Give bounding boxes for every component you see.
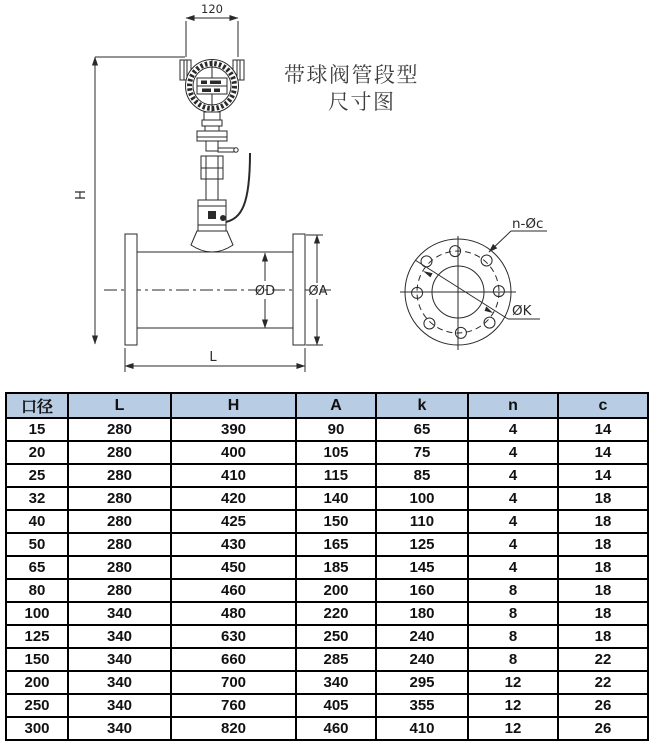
- table-cell: 18: [558, 579, 648, 602]
- dimension-120: [186, 18, 238, 57]
- table-cell: 280: [68, 510, 171, 533]
- drawing-title-line1: 带球阀管段型: [284, 64, 419, 87]
- table-cell: 340: [68, 671, 171, 694]
- table-cell: 20: [6, 441, 68, 464]
- table-cell: 405: [296, 694, 376, 717]
- table-cell: 285: [296, 648, 376, 671]
- table-cell: 4: [468, 441, 558, 464]
- table-row: [6, 487, 648, 510]
- table-header-cell: k: [376, 393, 468, 418]
- table-cell: 300: [6, 717, 68, 740]
- transmitter-head: [180, 60, 244, 113]
- table-cell: 18: [558, 556, 648, 579]
- table-cell: 18: [558, 487, 648, 510]
- table-cell: 165: [296, 533, 376, 556]
- table-cell: 340: [68, 602, 171, 625]
- dimension-L-label: L: [209, 350, 217, 365]
- table-cell: 280: [68, 579, 171, 602]
- table-cell: 425: [171, 510, 296, 533]
- table-body: [6, 418, 648, 740]
- table-cell: 8: [468, 625, 558, 648]
- table-cell: 110: [376, 510, 468, 533]
- table-cell: 4: [468, 487, 558, 510]
- drawing-title: [284, 62, 419, 116]
- table-cell: 50: [6, 533, 68, 556]
- table-row: [6, 671, 648, 694]
- table-cell: 460: [171, 579, 296, 602]
- table-cell: 40: [6, 510, 68, 533]
- table-cell: 65: [376, 418, 468, 441]
- table-row: [6, 579, 648, 602]
- table-cell: 280: [68, 533, 171, 556]
- table-cell: 4: [468, 533, 558, 556]
- table-cell: 280: [68, 487, 171, 510]
- table-cell: 250: [296, 625, 376, 648]
- table-cell: 355: [376, 694, 468, 717]
- table-cell: 280: [68, 418, 171, 441]
- table-cell: 430: [171, 533, 296, 556]
- table-cell: 4: [468, 510, 558, 533]
- table-cell: 14: [558, 464, 648, 487]
- valve-stem-assembly: [191, 112, 250, 252]
- table-cell: 410: [171, 464, 296, 487]
- table-cell: 700: [171, 671, 296, 694]
- table-cell: 480: [171, 602, 296, 625]
- table-cell: 15: [6, 418, 68, 441]
- table-cell: 105: [296, 441, 376, 464]
- table-cell: 26: [558, 717, 648, 740]
- table-cell: 340: [296, 671, 376, 694]
- table-cell: 18: [558, 602, 648, 625]
- table-cell: 280: [68, 464, 171, 487]
- table-header-row: [6, 393, 648, 418]
- table-cell: 240: [376, 648, 468, 671]
- table-cell: 420: [171, 487, 296, 510]
- table-cell: 32: [6, 487, 68, 510]
- table-cell: 240: [376, 625, 468, 648]
- table-cell: 75: [376, 441, 468, 464]
- table-cell: 25: [6, 464, 68, 487]
- table-row: [6, 625, 648, 648]
- table-header-cell: c: [558, 393, 648, 418]
- table-cell: 180: [376, 602, 468, 625]
- table-row: [6, 510, 648, 533]
- table-cell: 450: [171, 556, 296, 579]
- table-cell: 200: [6, 671, 68, 694]
- table-header-cell: H: [171, 393, 296, 418]
- table-header-cell: n: [468, 393, 558, 418]
- table-cell: 90: [296, 418, 376, 441]
- table-row: [6, 556, 648, 579]
- dimension-H-label: H: [74, 190, 89, 200]
- table-cell: 12: [468, 671, 558, 694]
- table-cell: 4: [468, 464, 558, 487]
- table-cell: 125: [376, 533, 468, 556]
- table-cell: 280: [68, 556, 171, 579]
- table-row: [6, 694, 648, 717]
- table-cell: 18: [558, 533, 648, 556]
- table-cell: 460: [296, 717, 376, 740]
- flange-front-view: [400, 231, 547, 350]
- flange-bolt-circle-label: ØK: [512, 303, 532, 319]
- table-cell: 150: [296, 510, 376, 533]
- table-cell: 22: [558, 648, 648, 671]
- table-cell: 100: [6, 602, 68, 625]
- dimension-OA-label: ØA: [308, 284, 328, 299]
- table-cell: 295: [376, 671, 468, 694]
- table-cell: 820: [171, 717, 296, 740]
- table-cell: 8: [468, 648, 558, 671]
- table-header-cell: 口径: [6, 393, 68, 418]
- table-cell: 12: [468, 694, 558, 717]
- table-cell: 12: [468, 717, 558, 740]
- dimension-120-label: 120: [201, 2, 223, 16]
- table-cell: 340: [68, 648, 171, 671]
- table-row: [6, 602, 648, 625]
- table-cell: 14: [558, 441, 648, 464]
- table-cell: 630: [171, 625, 296, 648]
- table-cell: 140: [296, 487, 376, 510]
- table-cell: 85: [376, 464, 468, 487]
- table-cell: 8: [468, 602, 558, 625]
- table-cell: 390: [171, 418, 296, 441]
- table-cell: 80: [6, 579, 68, 602]
- table-cell: 410: [376, 717, 468, 740]
- table-cell: 145: [376, 556, 468, 579]
- table-cell: 18: [558, 625, 648, 648]
- table-cell: 200: [296, 579, 376, 602]
- table-cell: 4: [468, 418, 558, 441]
- table-cell: 18: [558, 510, 648, 533]
- table-row: [6, 648, 648, 671]
- table-cell: 125: [6, 625, 68, 648]
- table-cell: 22: [558, 671, 648, 694]
- table-cell: 400: [171, 441, 296, 464]
- table-row: [6, 464, 648, 487]
- dimension-H: [95, 57, 185, 344]
- table-cell: 26: [558, 694, 648, 717]
- table-cell: 660: [171, 648, 296, 671]
- table-row: [6, 418, 648, 441]
- table-header-cell: A: [296, 393, 376, 418]
- table-cell: 280: [68, 441, 171, 464]
- table-cell: 100: [376, 487, 468, 510]
- table-header-cell: L: [68, 393, 171, 418]
- table-row: [6, 441, 648, 464]
- drawing-title-line2: 尺寸图: [328, 91, 396, 114]
- table-cell: 65: [6, 556, 68, 579]
- dimension-OD-label: ØD: [254, 284, 276, 299]
- table-cell: 8: [468, 579, 558, 602]
- table-row: [6, 533, 648, 556]
- table-row: [6, 717, 648, 740]
- table-cell: 340: [68, 625, 171, 648]
- dimension-table: [5, 392, 649, 741]
- table-cell: 160: [376, 579, 468, 602]
- table-cell: 185: [296, 556, 376, 579]
- table-cell: 340: [68, 694, 171, 717]
- table-cell: 14: [558, 418, 648, 441]
- table-cell: 4: [468, 556, 558, 579]
- table-cell: 150: [6, 648, 68, 671]
- table-cell: 340: [68, 717, 171, 740]
- table-cell: 220: [296, 602, 376, 625]
- table-cell: 115: [296, 464, 376, 487]
- table-cell: 760: [171, 694, 296, 717]
- flange-bolt-holes-label: n-Øc: [512, 216, 544, 232]
- table-cell: 250: [6, 694, 68, 717]
